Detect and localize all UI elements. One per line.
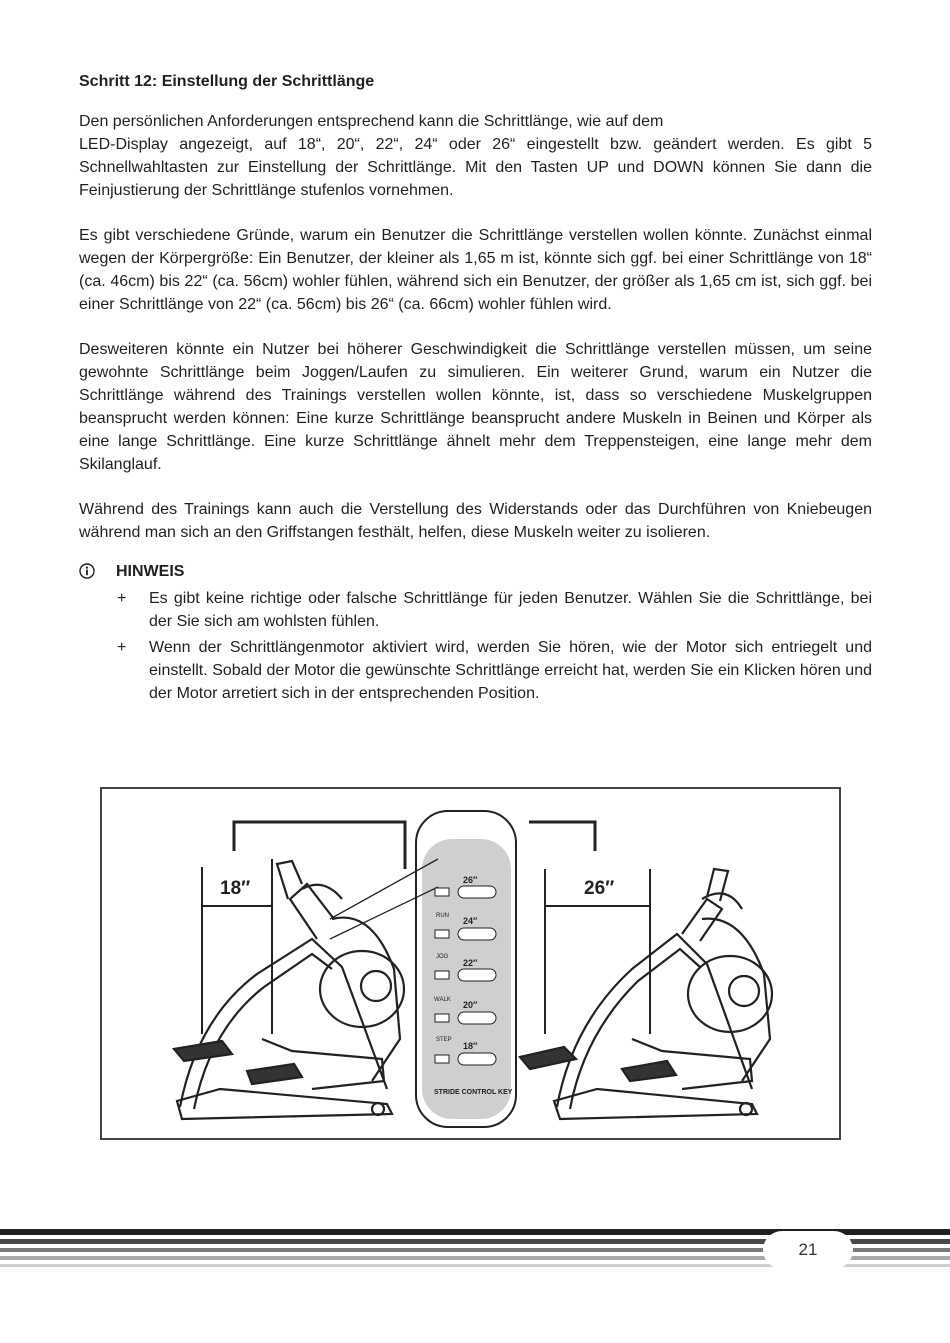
page-content — [79, 70, 872, 708]
mode-label-jog: JOG — [436, 954, 449, 960]
left-stride-label: 18″ — [220, 878, 251, 899]
mode-label-run: RUN — [436, 913, 449, 919]
left-trainer — [174, 861, 404, 1119]
hint-item-text: Wenn der Schrittlängenmotor aktiviert wird, werden Sie hören, wie der Motor sich entriegelt und einstellt. Sobald der Motor die gewünschte Schrittlänge erreicht hat, werden Sie ein Klicken hören und der Motor arretiert sich in der entsprechenden Position. — [149, 639, 872, 702]
bullet-plus: + — [117, 590, 127, 607]
bullet-plus: + — [117, 639, 127, 656]
paragraph-1 — [79, 110, 872, 202]
svg-text:18″: 18″ — [463, 1041, 478, 1051]
mode-label-step: STEP — [436, 1037, 452, 1043]
mode-label-walk: WALK — [434, 997, 451, 1003]
paragraph-3: Desweiteren könnte ein Nutzer bei höherer Geschwindigkeit die Schrittlänge verstellen müssen, um seine gewohnte Schrittlänge beim Joggen/Laufen zu simulieren. Ein weiterer Grund, warum ein Nutzer die Schrittlänge während des Trainings verstellen wollen könnte, ist, dass so verschiedene Muskelgruppen beansprucht werden können: Eine kurze Schrittlänge beansprucht andere Muskeln in Beinen und Körper als eine lange Schrittlänge. Eine kurze Schrittlänge ähnelt mehr dem Treppensteigen, eine lange mehr dem Skilanglauf. — [79, 341, 872, 473]
svg-text:20″: 20″ — [463, 1000, 478, 1010]
page-number: 21 — [763, 1231, 853, 1269]
stride-illustration — [100, 787, 841, 1140]
hint-heading — [79, 560, 872, 583]
hint-title: HINWEIS — [116, 563, 185, 580]
right-stride-label: 26″ — [584, 878, 615, 899]
paragraph-1-line-1: Den persönlichen Anforderungen entsprechend kann die Schrittlänge, wie auf dem — [79, 113, 664, 130]
paragraph-1-rest: LED-Display angezeigt, auf 18“, 20“, 22“, 24“ oder 26“ eingestellt bzw. geändert werden. Es gibt 5 Schnellwahltasten zur Einstellung der Schrittlänge. Mit den Tasten UP und DOWN können Sie dann die Feinjustierung der Schrittlänge stufenlos vornehmen. — [79, 136, 872, 199]
paragraph-4: Während des Trainings kann auch die Verstellung des Widerstands oder das Durchführen von Kniebeugen während man sich an den Griffstangen festhält, helfen, diese Muskeln weiter zu isolieren. — [79, 501, 872, 541]
info-icon — [79, 563, 95, 579]
svg-text:22″: 22″ — [463, 958, 478, 968]
hint-item-2 — [79, 636, 872, 705]
svg-text:24″: 24″ — [463, 916, 478, 926]
panel-title: STRIDE CONTROL KEY — [434, 1089, 513, 1096]
stride-illustration-drawing — [102, 789, 839, 1138]
paragraph-2: Es gibt verschiedene Gründe, warum ein Benutzer die Schrittlänge verstellen wollen könnte. Zunächst einmal wegen der Körpergröße: Ein Benutzer, der kleiner als 1,65 m ist, könnte sich ggf. bei einer Schrittlänge von 18“ (ca. 46cm) bis 22“ (ca. 56cm) wohler fühlen, während sich ein Benutzer, der größer als 1,65 cm ist, sich ggf. bei einer Schrittlänge von 22“ (ca. 56cm) bis 26“ (ca. 66cm) wohler fühlen wird. — [79, 227, 872, 313]
hint-item-text: Es gibt keine richtige oder falsche Schrittlänge für jeden Benutzer. Wählen Sie die Schrittlänge, bei der Sie sich am wohlsten fühlen. — [149, 590, 872, 630]
svg-text:26″: 26″ — [463, 875, 478, 885]
section-heading: Schritt 12: Einstellung der Schrittlänge — [79, 73, 375, 90]
hint-list — [79, 587, 872, 705]
hint-item-1 — [79, 587, 872, 633]
